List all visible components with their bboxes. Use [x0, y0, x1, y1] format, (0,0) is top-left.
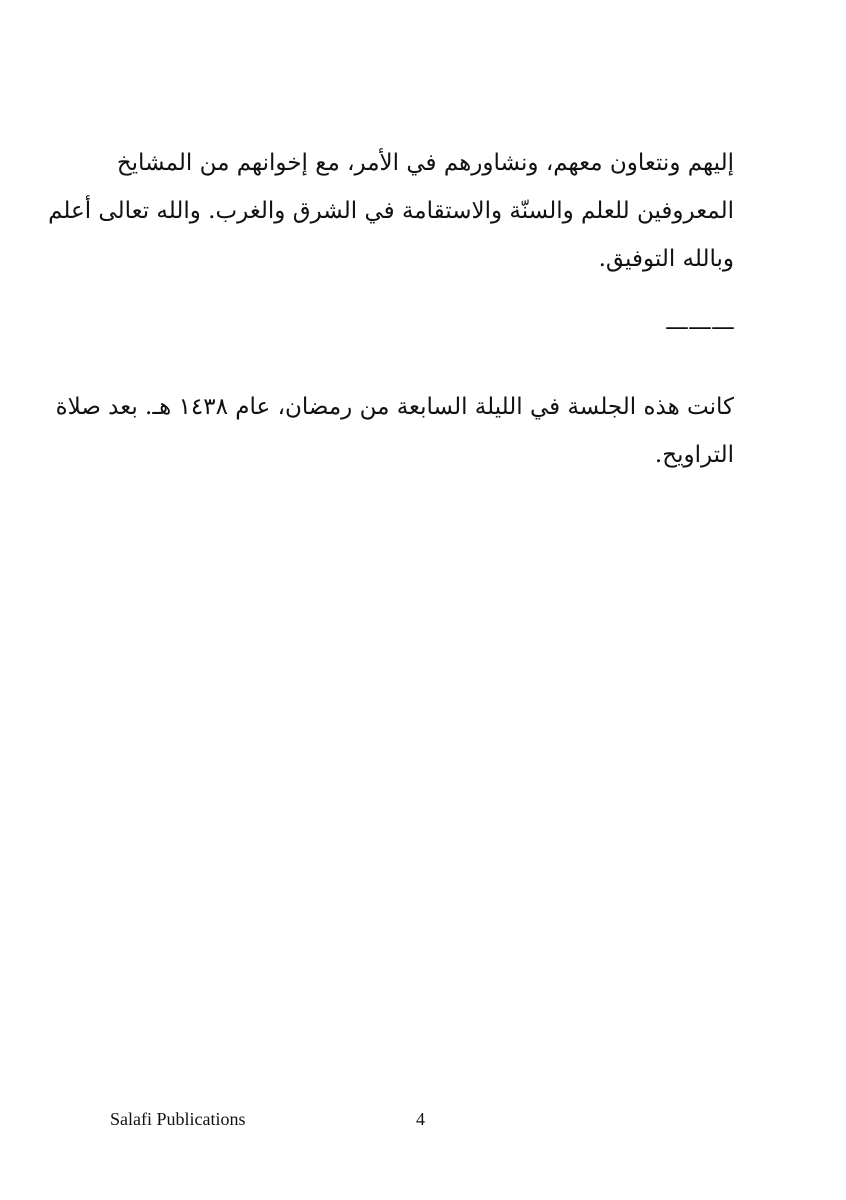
text-line: إليهم ونتعاون معهم، ونشاورهم في الأمر، مع إخوانهم من المشايخ — [116, 150, 734, 176]
footer-publisher: Salafi Publications — [110, 1109, 246, 1129]
text-line: وبالله التوفيق. — [598, 246, 734, 272]
section-separator: ——— — [665, 313, 734, 341]
footer-page-number: 4 — [416, 1109, 425, 1129]
paragraph-session-note — [55, 383, 734, 479]
text-line: كانت هذه الجلسة في الليلة السابعة من رمضان، عام ١٤٣٨ هـ. بعد صلاة — [55, 394, 734, 420]
text-line: المعروفين للعلم والسنّة والاستقامة في الشرق والغرب. والله تعالى أعلم — [48, 198, 734, 224]
text-line: التراويح. — [654, 442, 734, 468]
paragraph-closing-remarks — [48, 139, 734, 283]
